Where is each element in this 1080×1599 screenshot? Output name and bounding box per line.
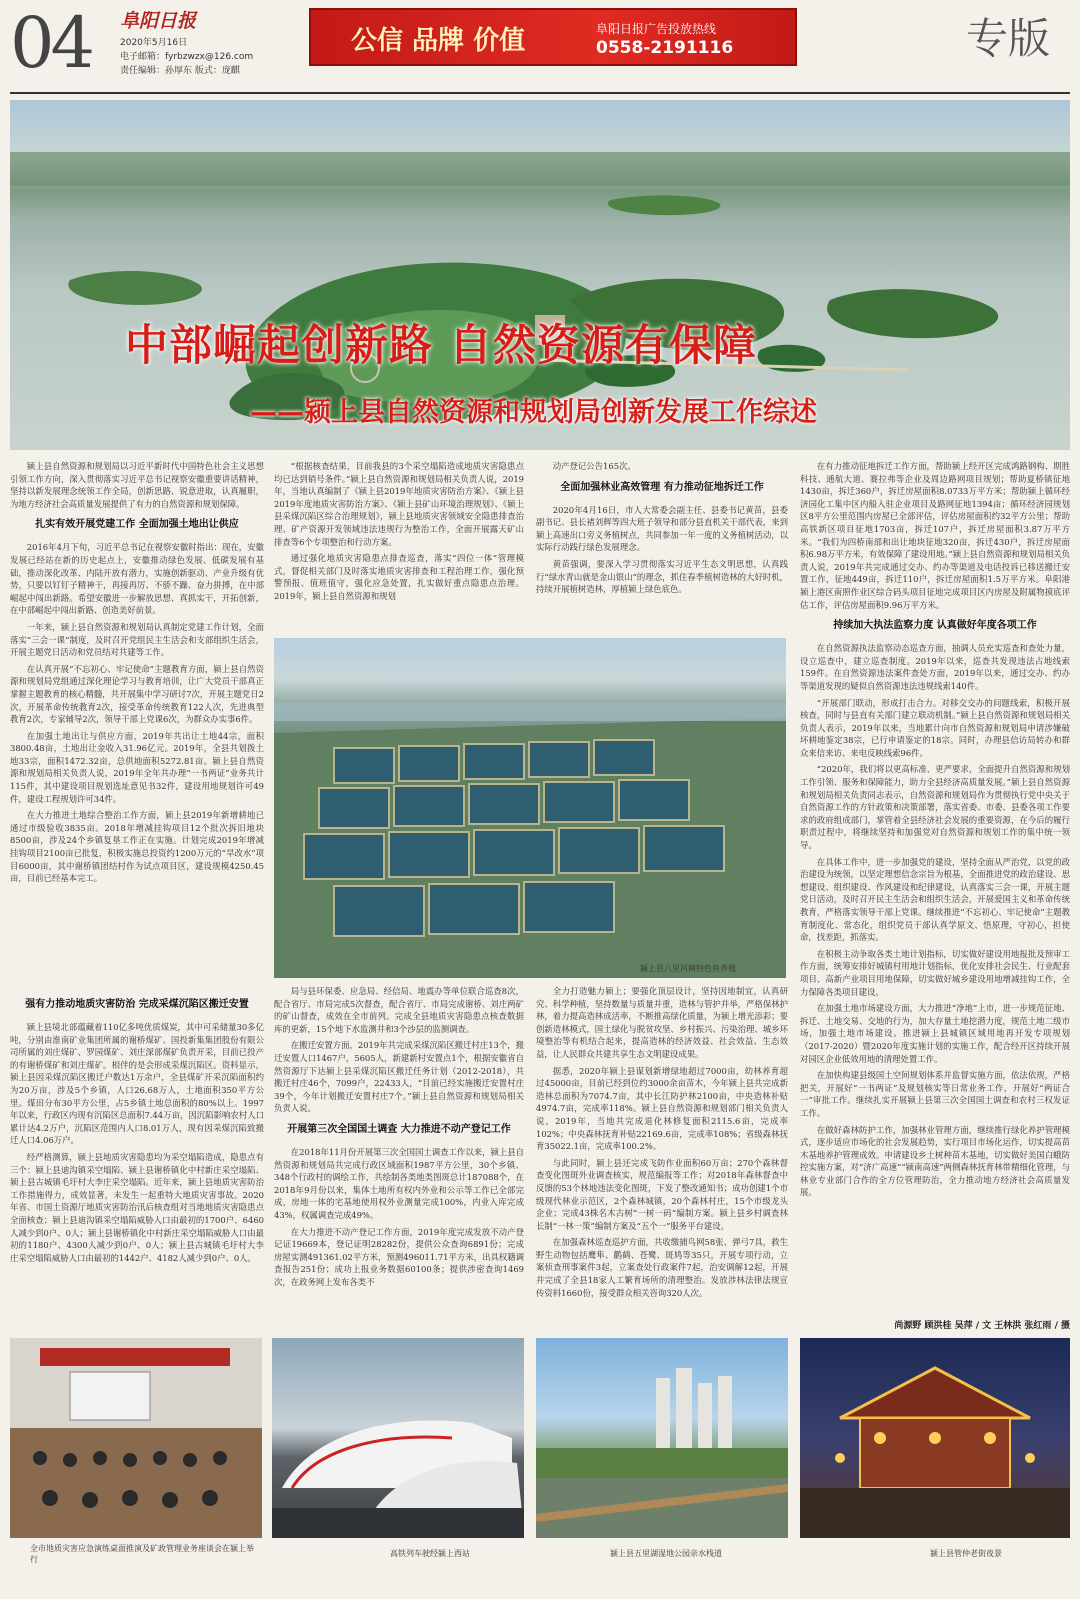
wetland-park-photo [536,1338,788,1538]
paragraph: 局与县环保委、应急局、经信局、地震办等单位联合巡查8次，配合省厅、市局完成5次督查，配合省厅、市局完成谢桥、刘庄两矿的矿山督查，成效在全市前列。完成全县地质灾害隐患点核查数据库的更新，15个地下水监测井和3个沙层的监测调查。 [274,986,524,1034]
header-rule [10,92,1070,94]
section-heading-geological-hazard: 强有力推动地质灾害防治 完成采煤沉陷区搬迁安置 [25,999,249,1010]
ad-banner[interactable] [309,8,797,66]
meeting-photo [10,1338,262,1538]
page-number: 04 [10,2,92,84]
meeting-scene [10,1338,262,1538]
paragraph: 黄苗强调，要深入学习贯彻落实习近平生态文明思想，认真践行“绿水青山就是金山银山”的理念，抓住春季植树造林的大好时机，持续开展植树造林，厚植颍上绿色底色。 [536,558,788,595]
page-header [0,0,1080,92]
headline-title: 中部崛起创新路 自然资源有保障 [125,321,757,371]
column-1-upper [10,460,264,978]
article-intro: 颍上县自然资源和规划局以习近平新时代中国特色社会主义思想引领工作方向，深入贯彻落实习近平总书记视察安徽重要讲话精神，坚持以新发展理念统领工作全局，创新思路、锐意进取，认真履职，为地方经济社会高质量发展提供了有力的自然资源和规划保障。 [10,461,264,509]
meeting-caption: 全市地质灾害应急演练桌面推演及矿政管理业务座谈会在颍上举行 [30,1544,254,1564]
paragraph: 全力打造魅力颍上；要强化顶层设计，坚持因地制宜，认真研究、科学种植，坚持数量与质量并重，造林与管护并举，严格保林护林，着力提高造林成活率，不断推高绿化质量，为颍上增光添彩；要创新造林模式，国土绿化与脱贫攻坚、乡村振兴、污染治理、城乡环境整治等有机结合起来，提高造林的经济效益、社会效益、生态效益，让人民群众共建共享生态文明建设成果。 [536,986,788,1059]
column-4 [800,460,1070,1315]
column-3-lower [536,985,788,1330]
ad-slogan: 公信 品牌 价值 [351,26,526,56]
wetland-illustration [536,1338,788,1538]
paragraph: 在认真开展“不忘初心、牢记使命”主题教育方面，颍上县自然资源和规划局党组通过深化理论学习与教育培训，让广大党员干部真正掌握主题教育的核心精髓，共开展集中学习研讨7次，开展主题党日2次，开展革命传统教育2次，接受革命传统教育122人次，先进典型教育2次，专家辅导2次，领导干部上党课6次，为群众办实事6件。 [10,663,264,725]
paragraph: 在加强土地市场建设方面，大力推进“净地”上市，进一步规范征地、拆迁、土地交易、交地的行为，加大存量土地挖潜力度，规范土地二级市场，加强土地市场建设。推进颍上县城镇区域用地再开发专项规划（2017-2020）暨2020年度实施计划的实施工作，配合经开区持续开展对园区企业低效用地的清理处置工作。 [800,1003,1070,1064]
ad-phone: 0558-2191116 [596,38,734,58]
paragraph: 据悉，2020年颍上县谋划新增绿地超过7000亩，幼林养育超过45000亩，目前已经到位约3000余亩苗木，今年颍上县共完成新造林总面积为7074.7亩，其中长江防护林2100亩，中央造林补贴4974.7亩，完成率118%。颍上县自然资源和规划部门相关负责人说，2019年，当地共完成退化林修复面积2115.6亩，完成率102%；中央森林抚育补贴22169.6亩，完成率108%；省级森林抚育35022.1亩，完成率100.2%。 [536,1065,788,1152]
column-2-upper [274,460,524,630]
paragraph: 通过强化地质灾害隐患点排查巡查，落实“四位一体”管理模式，督促相关部门及时落实地质灾害排查和工程治理工作，强化预警预报、值班值守，强化应急处置，扎实做好重点隐患点治理。2019年，颍上县自然资源和规划 [274,553,524,601]
paragraph: 2020年4月16日，市人大常委会副主任、县委书记黄苗，县委副书记、县长褚刘辉等四大班子领导和部分县直机关干部代表，来到颍上高速出口旁义务植树点，共同参加一年一度的义务植树活动，以实际行动践行绿色发展理念。 [536,504,788,553]
section-name: 专版 [965,14,1050,63]
email-line: 电子邮箱：fyrbzwzx@126.com [120,52,254,62]
paragraph: 2016年4月下旬，习近平总书记在视察安徽时指出：现在，安徽发展已经站在新的历史起点上，安徽推动绿色发展、低碳发展有基础，推动深化改革、内陆开放有潜力，实施创新驱动、产业升级有优势，只要以钉钉子精神干，再接再厉、不骄不躁、奋力拼搏，在中部崛起中闯出新路。希望安徽进一步解放思想、真抓实干，开拓创新，在中部崛起中闯出新路、创造美好前景。 [10,542,264,616]
paragraph: “根据核查结果，目前我县的3个采空塌陷造成地质灾害隐患点均已达到销号条件。”颍上县自然资源和规划局相关负责人说，2019年，当地认真编制了《颍上县2019年地质灾害防治方案》、《颍上县2019年度地质灾害防治方案》、《颍上县矿山环境治理规划》、《颍上县采煤沉陷区综合治理规划》，颍上县地质灾害领域安全隐患排查治理、矿产资源开发领域违法违规行为整治工作，全面开展露天矿山排查等6个专项整治和行动方案。 [274,461,524,547]
paragraph: 颍上县境北部蕴藏着110亿多吨优质煤炭，其中可采储量30多亿吨，分别由淮南矿业集团所属的谢桥煤矿、国投新集集团股份有限公司所属的刘庄煤矿、罗园煤矿、刘庄深部煤矿负责开采，目前已投产的有谢桥煤矿和刘庄煤矿。相伴的是会形成采煤沉陷区。资料显示，颍上县因采煤沉陷区搬迁户数达1万余户，全县煤矿开采沉陷面积约为20万亩，涉及5个乡镇，人口26.68万人，土地面积350平方公里。煤田分布30平方公里，占5乡镇土地总面积的80%以上。1997年以来，行政区内现有沉陷区总面积7.44万亩，因沉陷影响农村人口累计达4.2万户，沉陷区范围内人口8.01万人，现有因采煤沉陷致搬迁人口4.06万户。 [10,1022,264,1146]
paragraph: 在做好森林防护工作，加强林业管理方面，继续推行绿化养护管理模式，逐步适应市场化的社会发展趋势，实行项目市场化运作，切实提高苗木基地养护管理成效。申请建设乡土树种苗木基地，切实做好美国白蛾防控实施方案，对“济广高速”“颍南高速”两侧森林抚育林带精细化管理，与林业专业部门合作的全方位管理防治，全力推动地方经济社会高质量发展。 [800,1124,1070,1198]
column-3-upper [536,460,788,630]
paragraph: “开展部门联动，形成打击合力。对移交交办的问题线索，积极开展核查，同时与县直有关部门建立联动机制。”颍上县自然资源和规划局相关负责人表示，2019年以来，当地累计向市自然资源和规划局申请涉嫌破坏耕地鉴定38宗，已行申请鉴定的18宗。同时，办理县信访局转办和群众来信来访、来电反映线索96件。 [800,697,1070,758]
issue-date: 2020年5月16日 [120,38,188,48]
old-street-night-photo [800,1338,1070,1538]
masthead-logo: 阜阳日报 [120,10,197,32]
paragraph: 在具体工作中，进一步加强党的建设，坚持全面从严治党，以党的政治建设为统领，以坚定理想信念宗旨为根基，全面推进党的政治建设、思想建设、组织建设、作风建设和纪律建设，认真落实三会一课，开展主题党日活动，及时召开民主生活会和组织生活会，开展爱国主义和革命传统教育，严格落实领导干部上党课。继续推进“不忘初心、牢记使命”主题教育制度化、常态化，组织党员干部认真学原文、悟原理，守初心，担使命，找差距，抓落实。 [800,856,1070,943]
paragraph: 在加快构建县级国土空间规划体系并监督实施方面，依法依规，严格把关，开展好“一书两证”及规划核实等日常业务工作，开展好“两证合一”审批工作。继续扎实开展颍上县第三次全国国土调查和农村三权发证工作。 [800,1070,1070,1118]
paragraph: “2020年，我们将以更高标准、更严要求，全面提升自然资源和规划工作引领、服务和保障能力，助力全县经济高质量发展。”颍上县自然资源和规划局相关负责同志表示，自然资源和规划局作为贯彻执行党中央关于自然资源工作的方针政策和决策部署，落实省委、市委、县委各项工作要求的政府组成部门，掌管着全县经济社会发展的重要资源，在今后的履行职责过程中，将继续坚持和加强党对自然资源和规划工作的集中统一领导。 [800,764,1070,851]
headline-subtitle: ——颍上县自然资源和规划局创新发展工作综述 [250,397,817,428]
section-heading-party-building: 扎实有效开展党建工作 全面加强土地出让供应 [35,519,239,531]
high-speed-train-photo [272,1338,524,1538]
paragraph: 在搬迁安置方面，2019年共完成采煤沉陷区搬迁村庄13个，搬迁安置人口1467户，5605人，新建新村安置点1个，根据安徽省自然资源厅下达颍上县采煤沉陷区搬迁任务计划（2012-2018），共搬迁村庄46个，7099户，22433人，“目前已经实施搬迁安置村庄39个，今年计划搬迁安置村庄7个。”颍上县自然资源和规划局相关负责人说。 [274,1040,524,1114]
night-street-illustration [800,1338,1070,1538]
fish-farm-photo [274,638,786,978]
editor-line: 责任编辑：孙厚东 版式：庞麒 [120,66,240,76]
paragraph: 在积极主动争取各类土地计划指标，切实做好建设用地报批及预审工作方面，统筹安排好城镇村用地计划指标，优化安排社会民生、行业配套项目、高新产业项目用地保障，切实做好城乡建设用地增减挂钩工作，全力保障各类项目建设。 [800,948,1070,997]
paragraph: 一年来，颍上县自然资源和规划局认真制定党建工作计划，全面落实“三会一课”制度，及时召开党组民主生活会和支部组织生活会，开展主题党日活动和党员结对共建等工作。 [10,621,264,658]
section-heading-forestry: 全面加强林业高效管理 有力推动征地拆迁工作 [560,481,764,493]
night-street-caption: 颍上县管仲老街夜景 [930,1549,1002,1558]
column-1-lower [10,990,264,1330]
section-heading-law-enforcement: 持续加大执法监察力度 认真做好年度各项工作 [833,620,1037,632]
paragraph: 动产登记公告165次。 [552,461,636,471]
train-caption: 高铁列车驶经颍上西站 [390,1549,470,1558]
section-heading-land-survey: 开展第三次全国国土调查 大力推进不动产登记工作 [287,1123,511,1135]
paragraph: 经严格测算，颍上县地质灾害隐患均为采空塌陷造成，隐患点有三个：颍上县迪沟镇采空塌陷、颍上县谢桥镇化中村新庄采空塌陷、颍上县古城镇毛圩村大李庄采空塌陷。近年来，颍上县地质灾害防治工作措施得力，成效显著，未发生一起重特大地质灾害事故。2020年省、市国土资源厅地质灾害防治汛后核查组对当地地质灾害隐患点全面核查；颍上县迪沟镇采空塌陷威胁人口由最初的1700户、6460人减少到0户、0人；颍上县谢桥镇化中村新庄采空塌陷威胁人口由最初的1180户、4300人减少到0户、0人；颍上县古城镇毛圩村大李庄采空塌陷威胁人口由最初的1442户、4182人减少到0户、0人。 [10,1151,264,1263]
paragraph: 在有力推动征地拆迁工作方面，帮助颍上经开区完成鸿路钢构、期胜科技、通航大道、赛拉弗等企业及周边路网项目规划；帮助夏桥镇征地1430亩，拆迁360户，拆迁房屋面积8.0733万平方米；帮助颍上循环经济园化工集中区内船入驻企业项目及路网征地1394亩；循环经济园规划区8平方公里范围内房屋已全部评估，评估房屋面积约32平方公里；帮助高铁新区项目征地1703亩，拆迁107户，拆迁房屋面积3.87万平方米。“我们为四桥南部和出让地块征地320亩，拆迁430户，拆迁房屋面积6.98万平方米，有效保障了建设用地。”颍上县自然资源和规划局相关负责人说，2019年共完成通过交办、约办等渠道及电话投诉已移送搬迁安置工作，征地449亩，拆迁110户，拆迁房屋面积1.5万平方米。阜阳港颍上港区南照作业区综合码头项目征地完成项目区内房屋及附属物摸底评估工作，评估房屋面积9.96万平方米。 [800,461,1070,610]
paragraph: 在大力推进土地综合整治工作方面，颍上县2019年新增耕地已通过市级验收3835亩。2018年增减挂钩项目12个批次拆旧地块8500亩，涉及24个乡镇复垦工作正在实施。计划完成2019年增减挂钩项目2100亩已批复，积极实施总投资约1200万元的“旱改水”项目6000亩，其中谢桥镇团结村作为试点项目区，建设规模4250.45亩，目前已经基本完工。 [10,810,264,884]
paragraph: 与此同时，颍上县还完成飞防作业面积60万亩；270个森林督查变化图斑外业调查核实，规范编报等工作；对2018年森林督查中反馈的53个林地违法变化图斑，下发了整改通知书；成功创建1个市级现代林业示范区，2个森林城镇，20个森林村庄，15个市级龙头企业；完成43株名木古树“一树一码”编制方案。颍上县乡村调查林长制“一林一策”编制方案及“五个一”服务平台建设。 [536,1157,788,1231]
issue-meta [120,36,253,78]
byline: 尚源野 顾洪桂 吴萍 / 文 王林洪 张红雨 / 摄 [894,1321,1070,1331]
paragraph: 在2018年11月份开展第三次全国国土调查工作以来，颍上县自然资源和规划局共完成行政区域面积1987平方公里，30个乡镇、348个行政村的调绘工作，共绘制各类地类图斑总计187088个，在2018年9月份以来，集体土地所有权内外业和公示等工作已全部完成，房地一体的宅基地使用权外业测量完成100%，内业入库完成43%，权属调查完成49%。 [274,1146,524,1220]
fish-pond-grid [274,638,786,978]
hero-photo [10,100,1070,450]
paragraph: 在加强森林巡查巡护方面，共收缴捕鸟网58张、弹弓7具，救生野生动物包括鹰隼、鹳鹤、苍鹭、斑鸠等35只，开展专项行动，立案侦查刑事案件3起，立案查处行政案件7起，治安调解12起，开展并完成了全县18家人工繁育场所的清理整治。发放涉林法律法规宣传资料1660份，接受群众相关咨询320人次。 [536,1237,788,1298]
paragraph: 在大力推进不动产登记工作方面，2019年度完成发放不动产登记证19669本，登记证明28282份，提供公众查询6891份；完成房屋实测491361.02平方米，预测496011.71平方米，出具权籍调查报告251份；成功上报业务数据60100条；提供涉密查询1469次，在政务网上发布各类不 [274,1226,524,1287]
wetland-caption: 颍上县五里湖湿地公园亲水栈道 [610,1549,722,1558]
fish-farm-caption: 颍上县八里河镇特色鱼养殖 [640,964,736,973]
ad-hotline-label: 阜阳日报广告投放热线 [596,22,717,36]
paragraph: 在加强土地出让与供应方面，2019年共出让土地44宗，面积3800.48亩，土地出让金收入31.96亿元。2019年，全县共划拨土地33宗，面积1472.32亩，总供地面积5272.81亩。颍上县自然资源和规划局相关负责人说，2019年全年共办理“一书两证”业务共计115件，其中建设项目规划选址意见书32件，建设用地规划许可49件，建设工程规划许可34件。 [10,730,264,804]
train-illustration [272,1338,524,1538]
column-2-lower [274,985,524,1330]
paragraph: 在自然资源执法监察动态巡查方面，抽调人员充实巡查和查处力量，设立巡查中，建立巡查制度。2019年以来，巡查共发现违法占地线索159件。在自然资源违法案件查处方面，2019年以来，通过交办、约办等渠道发现的疑似自然资源违法违规线索140件。 [800,643,1070,691]
